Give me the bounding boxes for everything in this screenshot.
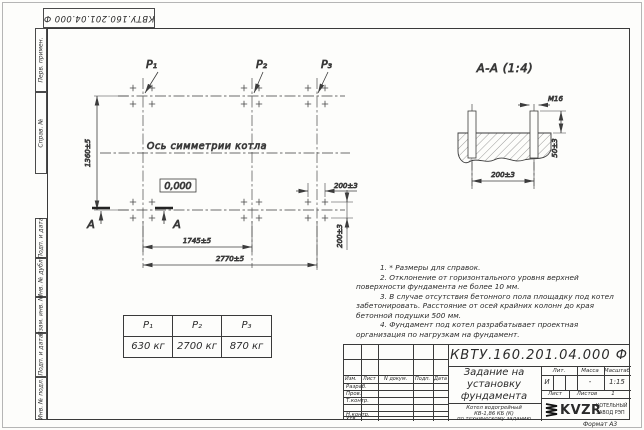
margin-label: Подп. и дата [37, 217, 45, 259]
tb-sheets-value: 1 [611, 391, 615, 397]
technical-notes [356, 263, 628, 339]
tb-scale-value: 1:15 [609, 378, 625, 386]
load-point-label-p3: P₃ [321, 58, 333, 71]
section-view-title: А-А (1:4) [476, 61, 534, 75]
margin-label: Справ. № [37, 118, 45, 148]
tb-product-line-1: Котел водогрейный [466, 404, 522, 411]
tb-mass-value: - [588, 378, 592, 386]
margin-label: Взам. инв. № [37, 294, 45, 336]
svg-text:2770±5: 2770±5 [215, 255, 245, 263]
load-point-label-p2: P₂ [256, 58, 268, 71]
tb-row-razrab: Разраб. [346, 384, 367, 390]
loads-table-header-p3: P₃ [222, 316, 271, 337]
top-stamp-doc-number: КВТУ.160.201.04.000 Ф [43, 13, 155, 23]
anchor-bolt-right [530, 111, 538, 158]
plan-centerlines [100, 78, 350, 268]
svg-text:1360±5: 1360±5 [84, 138, 92, 168]
svg-text:М16: М16 [548, 95, 563, 103]
format-note: Формат А3 [583, 421, 618, 428]
symmetry-axis-label: Ось симметрии котла [146, 141, 268, 152]
tb-company-logo-text: KVZR [560, 403, 602, 418]
loads-table-header-p1: P₁ [124, 316, 173, 337]
loads-table [123, 315, 272, 358]
tb-row-prov: Пров. [346, 391, 362, 397]
tb-mass-label: Масса [581, 368, 599, 374]
loads-table-value-p2: 2700 кг [173, 337, 222, 358]
note-4: 4. Фундамент под котел разрабатывает проектная организация по нагрузкам на фундамент. [356, 320, 579, 339]
tb-company-line-1: КОТЕЛЬНЫЙ [596, 404, 628, 409]
tb-doc-number: КВТУ.160.201.04.000 Ф [450, 348, 628, 363]
svg-text:1745±5: 1745±5 [182, 237, 212, 245]
loads-table-value-p3: 870 кг [229, 341, 264, 353]
tb-col-izm: Изм. [345, 376, 357, 382]
margin-label: Инв. № дубл. [37, 256, 45, 299]
svg-text:50±3: 50±3 [551, 138, 559, 158]
margin-label: Инв. № подл. [37, 377, 45, 420]
plan-view [84, 58, 358, 270]
tb-scale-label: Масштаб [603, 368, 631, 374]
note-2: 2. Отклонение от горизонтального уровня верхней поверхности фундамента не более 10 мм. [356, 272, 579, 291]
tb-col-ndokum: N докум. [384, 376, 408, 382]
anchor-bolt-left [468, 111, 476, 158]
svg-text:200±3: 200±3 [491, 171, 515, 179]
tb-row-tkontr: Т.контр. [346, 398, 369, 404]
dim-span-2770 [143, 221, 317, 270]
section-letter-right: А [173, 218, 181, 231]
tb-row-utv: Утв. [346, 416, 358, 423]
margin-label: Перв. примен. [37, 37, 45, 83]
dim-span-1745 [143, 221, 252, 252]
spring-logo-icon [545, 402, 558, 419]
section-letter-left: А [87, 218, 95, 231]
dim-pitch-right-200 [331, 190, 353, 250]
dim-pitch-top-200 [296, 182, 358, 197]
tb-col-list: Лист [363, 376, 376, 382]
load-point-leaders [145, 72, 328, 93]
section-cut-marks [86, 208, 181, 231]
svg-text:200±3: 200±3 [336, 224, 344, 248]
tb-lit-label: Лит. [552, 368, 566, 374]
tb-row-nkontr: Н.контр. [346, 411, 370, 418]
tb-company-line-2: ЗАВОД РЭП [596, 410, 625, 416]
tb-product-line-3: по техническому заданию [457, 416, 531, 422]
callout-m16 [518, 95, 563, 105]
loads-table-value-p1: 630 кг [124, 337, 173, 358]
note-1: 1. * Размеры для справок. [380, 263, 481, 272]
tb-title-line-3: фундамента [460, 391, 528, 402]
tb-lit-value: И [544, 378, 550, 386]
loads-table-header-p2: P₂ [173, 316, 222, 337]
load-point-label-p1: P₁ [146, 58, 158, 71]
tb-sheet-label: Лист [548, 391, 562, 397]
title-block [343, 344, 631, 423]
svg-text:200±3: 200±3 [334, 182, 358, 190]
tb-title-line-2: установку [467, 379, 521, 390]
dim-section-pitch-200 [472, 162, 534, 186]
tb-title-line-1: Задание на [463, 367, 525, 378]
margin-label: Подп. и дата [37, 334, 45, 376]
elevation-mark-value: 0,000 [164, 181, 192, 192]
tb-product-line-2: КВ-1,86 КБ (К) [474, 410, 514, 417]
note-3: 3. В случае отсутствия бетонного пола площадку под котел забетонировать. Расстояние от осей крайних колонн до края бетонной подушки 500 мм. [356, 291, 614, 320]
tb-sheets-label: Листов [576, 391, 598, 397]
tb-col-podp: Подп. [415, 376, 431, 382]
section-view [458, 61, 566, 190]
tb-col-data: Дата [434, 376, 447, 382]
